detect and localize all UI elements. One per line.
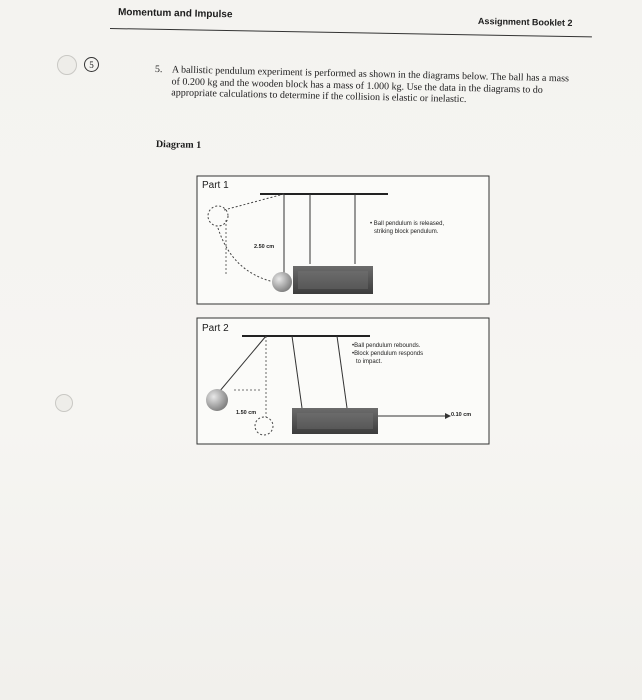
part2-note — [352, 342, 482, 366]
question-text: A ballistic pendulum experiment is performed as shown in the diagrams below. The ball has a mass of 0.200 kg and the wooden block has a mass of 1.000 kg. Use the data in the diagrams to do appropriate calculations to determine if the collision is elastic or inelastic. — [171, 64, 570, 106]
part1-label: Part 1 — [202, 180, 229, 191]
part1-block-face — [298, 271, 368, 289]
part2-note-line: to impact. — [356, 359, 383, 365]
part1-note-line: striking block pendulum. — [374, 229, 439, 235]
circled-question-number: 5 — [84, 57, 99, 72]
part1-ball — [272, 272, 292, 292]
question-block — [154, 64, 575, 106]
diagram-title: Diagram 1 — [155, 139, 202, 152]
part1-note — [370, 220, 488, 236]
part2-height-label: 1.50 cm — [236, 410, 257, 416]
punch-hole — [57, 55, 77, 75]
part2-displacement-label: 0.10 cm — [451, 412, 472, 418]
punch-hole — [55, 394, 73, 412]
question-number: 5. — [154, 64, 163, 76]
part1-height-label: 2.50 cm — [254, 244, 275, 250]
booklet-label: Assignment Booklet 2 — [477, 16, 573, 28]
ballistic-pendulum-figure — [192, 172, 492, 452]
part2-note-line: •Block pendulum responds — [352, 351, 424, 357]
part2-note-line: •Ball pendulum rebounds. — [352, 343, 421, 349]
header-title: Momentum and Impulse — [117, 7, 233, 21]
header-rule — [110, 28, 592, 37]
part1-note-line: • Ball pendulum is released, — [370, 221, 445, 227]
part2-ball — [206, 389, 228, 411]
part2-block-face — [297, 413, 373, 429]
part2-label: Part 2 — [202, 323, 229, 334]
